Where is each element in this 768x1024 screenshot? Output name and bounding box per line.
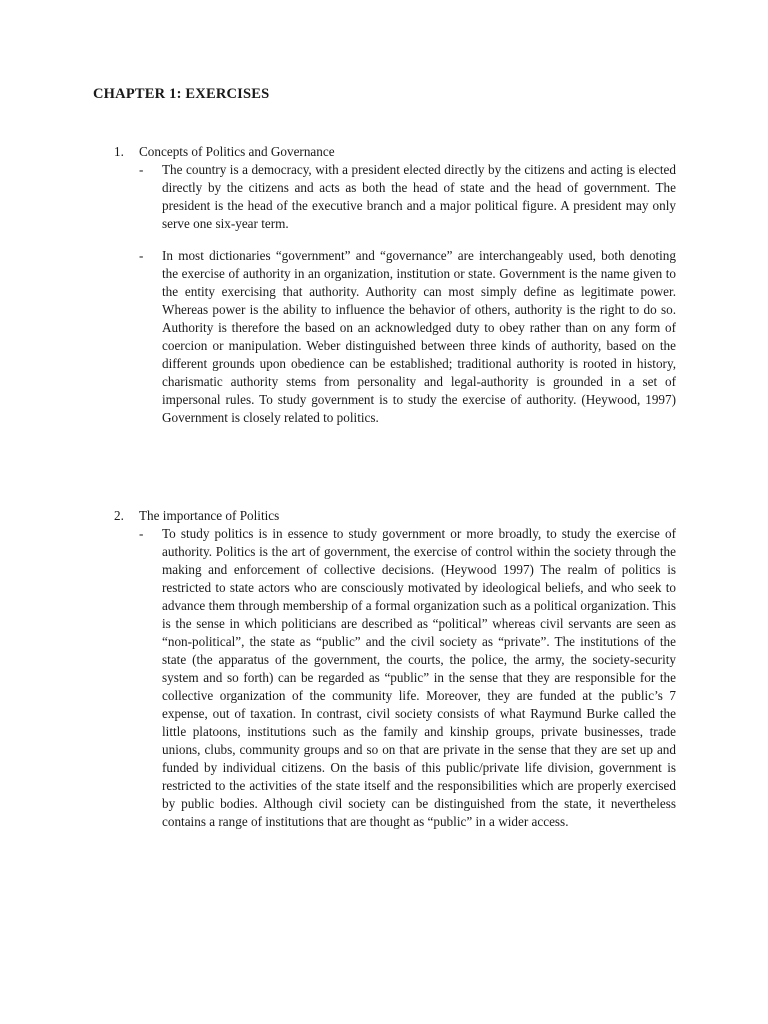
- chapter-title: CHAPTER 1: EXERCISES: [93, 86, 270, 102]
- section-concepts: [114, 143, 676, 427]
- bullet-paragraph: In most dictionaries “government” and “governance” are interchangeably used, both denoting the exercise of authority in an organization, institution or state. Government is the name given to the entity exercising that authority. Authority can most simply define as legitimate power. Whereas power is the ability to influence the behavior of others, authority is the right to do so. Authority is therefore the based on an acknowledged duty to obey rather than on any form of coercion or manipulation. Weber distinguished between three kinds of authority, based on the different grounds upon obedience can be established; traditional authority is rooted in history, charismatic authority stems from personality and legal-authority is grounded in a set of impersonal rules. To study government is to study the exercise of authority. (Heywood, 1997) Government is closely related to politics.: [162, 248, 676, 425]
- bullet-paragraph: The country is a democracy, with a president elected directly by the citizens and acting is elected directly by the citizens and acts as both the head of state and the head of government. The president is the head of the executive branch and a major political figure. A president may only serve one six-year term.: [162, 162, 676, 231]
- bullet-item: [139, 525, 676, 831]
- bullet-item: [139, 247, 676, 427]
- section-heading: The importance of Politics: [139, 508, 280, 523]
- bullet-paragraph: To study politics is in essence to study government or more broadly, to study the exercise of authority. Politics is the art of government, the exercise of control within the society through the making and enforcement of collective decisions. (Heywood 1997) The realm of politics is restricted to state actors who are consciously motivated by ideological beliefs, and who seek to advance them through membership of a formal organization such as a political organization. This is the sense in which politicians are described as “political” whereas civil servants are seen as “non-political”, the state as “public” and the civil society as “private”. The institutions of the state (the apparatus of the government, the courts, the police, the army, the society-security system and so forth) can be regarded as “public” in the sense that they are responsible for the collective organization of the community life. Moreover, they are funded at the public’s 7 expense, out of taxation. In contrast, civil society consists of what Raymund Burke called the little platoons, institutions such as the family and kinship groups, private businesses, trade unions, clubs, community groups and so on that are private in the sense that they are set up and funded by individual citizens. On the basis of this public/private life division, government is restricted to the activities of the state itself and the responsibilities which are properly exercised by public bodies. Although civil society can be distinguished from the state, it nevertheless contains a range of institutions that are thought as “public” in a wider access.: [162, 526, 676, 829]
- bullet-marker: -: [139, 248, 144, 263]
- bullet-item: [139, 161, 676, 233]
- paragraph-spacer: [114, 233, 676, 247]
- section-heading: Concepts of Politics and Governance: [139, 144, 335, 159]
- section-number: 1.: [114, 144, 124, 159]
- section-number: 2.: [114, 508, 124, 523]
- section-heading-row: [114, 143, 676, 161]
- bullet-marker: -: [139, 162, 144, 177]
- section-importance: [114, 507, 676, 831]
- section-heading-row: [114, 507, 676, 525]
- bullet-marker: -: [139, 526, 144, 541]
